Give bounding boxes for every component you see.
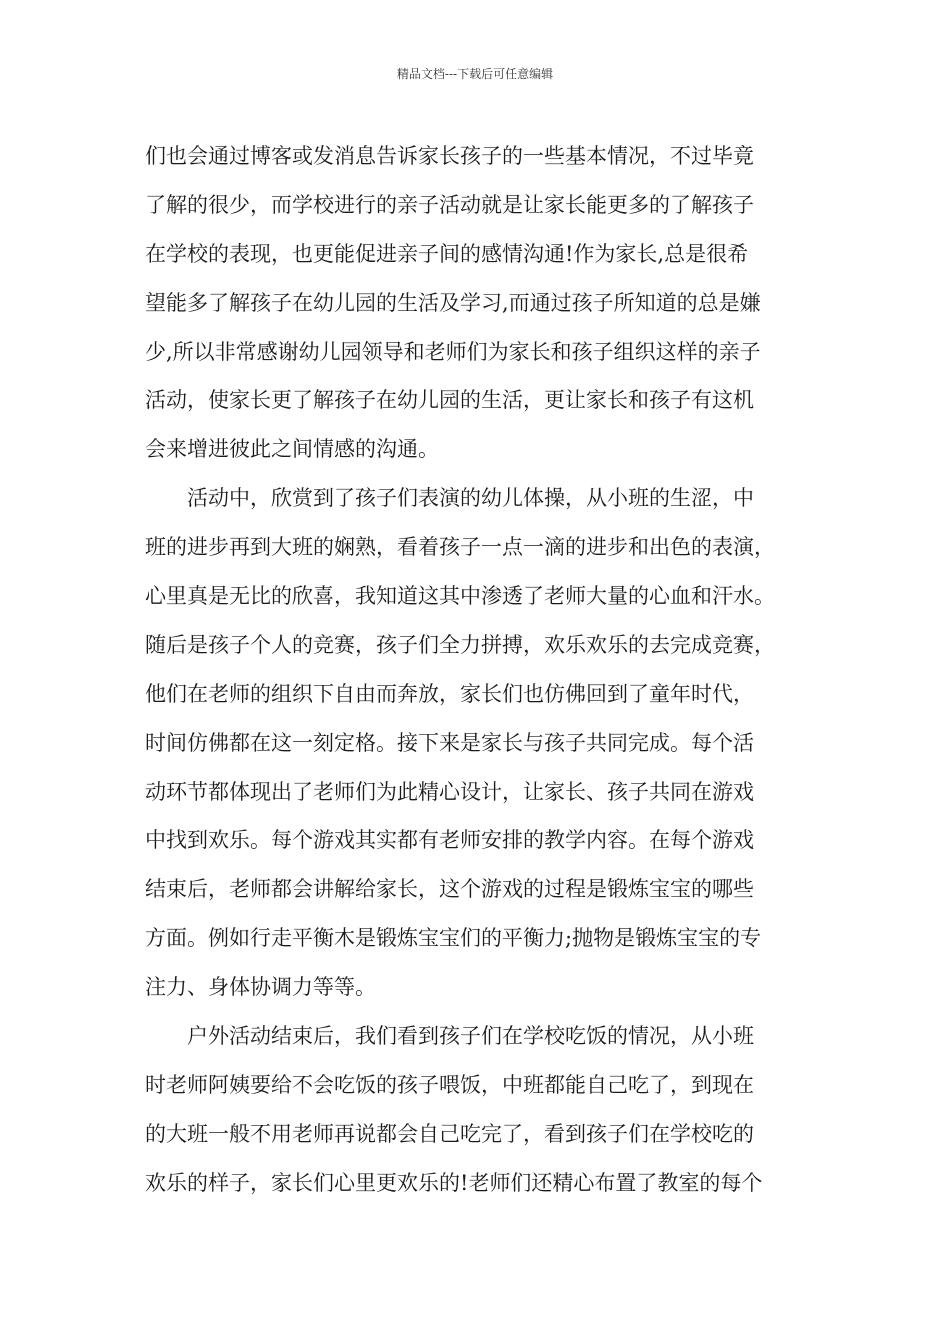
- text-line: 们也会通过博客或发消息告诉家长孩子的一些基本情况，不过毕竟: [145, 144, 754, 168]
- text-line: 时间仿佛都在这一刻定格。接下来是家长与孩子共同完成。每个活: [145, 730, 754, 755]
- text-line: 随后是孩子个人的竞赛，孩子们全力拼搏，欢乐欢乐的去完成竞赛，: [145, 632, 775, 657]
- text-line: 时老师阿姨要给不会吃饭的孩子喂饭，中班都能自己吃了，到现在: [145, 1072, 754, 1097]
- text-line: 注力、身体协调力等等。: [145, 975, 376, 1000]
- text-line: 他们在老师的组织下自由而奔放，家长们也仿佛回到了童年时代，: [145, 681, 754, 706]
- text-line: 在学校的表现，也更能促进亲子间的感情沟通!作为家长,总是很希: [145, 241, 749, 266]
- paragraph-start-line: 户外活动结束后，我们看到孩子们在学校吃饭的情况，从小班: [187, 1024, 754, 1049]
- text-line: 中找到欢乐。每个游戏其实都有老师安排的教学内容。在每个游戏: [145, 828, 754, 853]
- text-line: 欢乐的样子，家长们心里更欢乐的!老师们还精心布置了教室的每个: [145, 1170, 763, 1195]
- page-header: 精品文档---下载后可任意编辑: [396, 67, 554, 81]
- text-line: 活动，使家长更了解孩子在幼儿园的生活，更让家长和孩子有这机: [145, 388, 754, 413]
- text-line: 的大班一般不用老师再说都会自己吃完了，看到孩子们在学校吃的: [145, 1121, 754, 1146]
- text-line: 了解的很少，而学校进行的亲子活动就是让家长能更多的了解孩子: [145, 192, 754, 217]
- document-body: [145, 132, 845, 1208]
- text-line: 方面。例如行走平衡木是锻炼宝宝们的平衡力;抛物是锻炼宝宝的专: [145, 926, 762, 951]
- text-line: 会来增进彼此之间情感的沟通。: [145, 437, 439, 462]
- paragraph-start-line: 活动中，欣赏到了孩子们表演的幼儿体操，从小班的生涩，中: [187, 486, 754, 511]
- text-line: 少,所以非常感谢幼儿园领导和老师们为家长和孩子组织这样的亲子: [145, 339, 761, 364]
- text-line: 心里真是无比的欣喜，我知道这其中渗透了老师大量的心血和汗水。: [145, 584, 775, 609]
- text-line: 望能多了解孩子在幼儿园的生活及学习,而通过孩子所知道的总是嫌: [145, 290, 761, 315]
- text-line: 结束后，老师都会讲解给家长，这个游戏的过程是锻炼宝宝的哪些: [145, 877, 754, 902]
- text-line: 班的进步再到大班的娴熟，看着孩子一点一滴的进步和出色的表演，: [145, 535, 775, 560]
- text-line: 动环节都体现出了老师们为此精心设计，让家长、孩子共同在游戏: [145, 779, 754, 804]
